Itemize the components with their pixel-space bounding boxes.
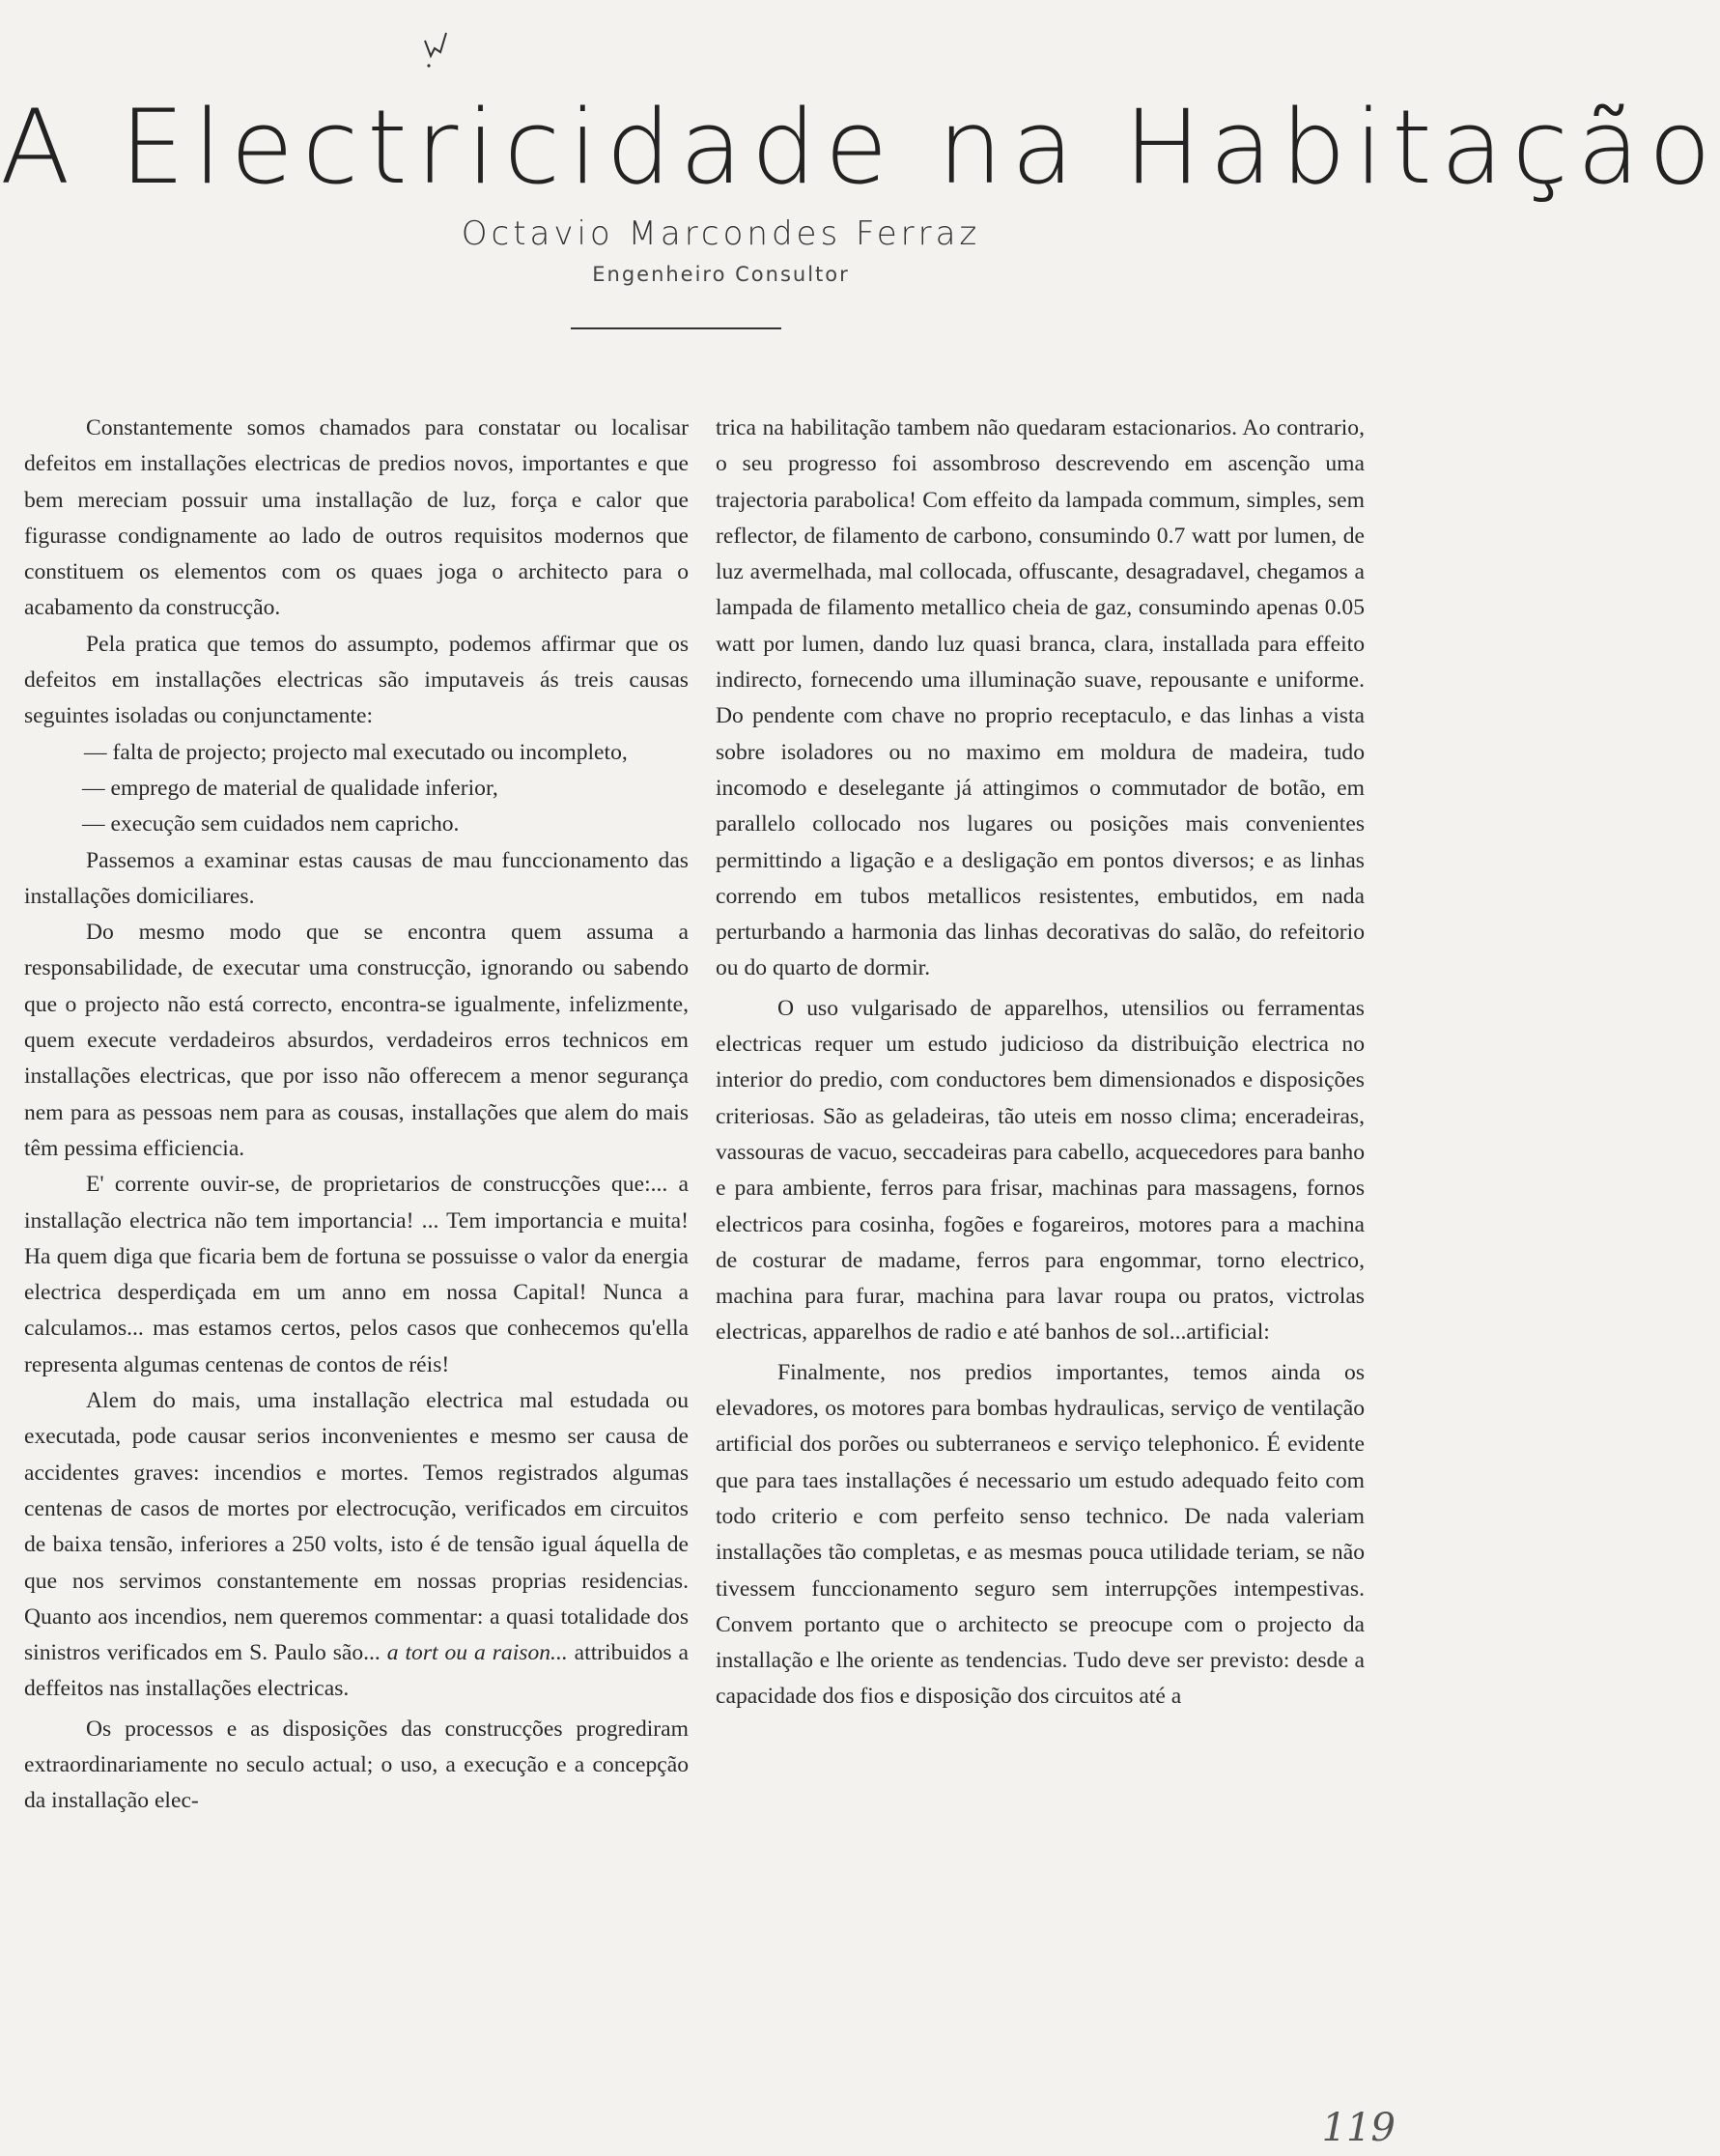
paragraph: E' corrente ouvir-se, de proprietarios de construcções que:... a installação electrica não tem importancia! ... Tem importancia e muita! Ha quem diga que ficaria bem de fortuna se possuisse o valor da energia electrica desperdiçada em um anno em nossa Capital! Nunca a calculamos... mas estamos certos, pelos casos que conhecemos qu'ella representa algumas centenas de contos de réis!	[24, 1172, 689, 1377]
author-name: Octavio Marcondes Ferraz	[461, 214, 981, 253]
list-item: — falta de projecto; projecto mal executado ou incompleto,	[84, 739, 628, 765]
paragraph	[24, 1383, 689, 1708]
paragraph: Do mesmo modo que se encontra quem assuma a responsabilidade, de executar uma construcção, ignorando ou sabendo que o projecto não está correcto, encontra-se igualmente, infelizmente, quem execute verdadeiros absurdos, verdadeiros erros technicos em installações electricas, que por isso não offerecem a menor segurança nem para as pessoas nem para as cousas, installações que alem do mais têm pessima efficiencia.	[24, 920, 689, 1161]
paragraph: Finalmente, nos predios importantes, temos ainda os elevadores, os motores para bombas hydraulicas, serviço de ventilação artificial dos porões ou subterraneos e serviço telephonico. É evidente que para taes installações é necessario um estudo adequado feito com todo criterio e com perfeito senso technico. De nada valeriam installações tão completas, e as mesmas pouca utilidade teriam, se não tivessem funccionamento seguro sem interrupções intempestivas. Convem portanto que o architecto se preocupe com o projecto da installação e lhe oriente as tendencias. Tudo deve ser previsto: desde a capacidade dos fios e disposição dos circuitos até a	[716, 1359, 1365, 1710]
paragraph-text: attribuidos a deffeitos nas installações electricas.	[24, 1640, 689, 1702]
article-title: A Electricidade na Habitação	[0, 88, 1720, 207]
page-number: 119	[1321, 2106, 1396, 2150]
list-item: — execução sem cuidados nem capricho.	[82, 811, 460, 837]
paragraph-text: Alem do mais, uma installação electrica mal estudada ou executada, pode causar serios inconvenientes e mesmo ser causa de accidentes graves: incendios e mortes. Temos registrados algumas centenas de casos de mortes por electrocução, verificados em circuitos de baixa tensão, inferiores a 250 volts, isto é de tensão igual áquella de que nos servimos constantemente em nossas proprias residencias. Quanto aos incendios, nem queremos commentar: a quasi totalidade dos sinistros verificados em S. Paulo são...	[24, 1388, 689, 1666]
italic-phrase: a tort ou a raison...	[386, 1640, 568, 1666]
list-item: — emprego de material de qualidade inferior,	[82, 775, 498, 801]
paragraph: Pela pratica que temos do assumpto, podemos affirmar que os defeitos em installações electricas são imputaveis ás treis causas seguintes isoladas ou conjunctamente:	[24, 631, 689, 729]
left-column	[24, 411, 689, 1820]
paragraph: O uso vulgarisado de apparelhos, utensilios ou ferramentas electricas requer um estudo judicioso da distribuição electrica no interior do predio, com conductores bem dimensionados e disposições criteriosas. São as geladeiras, tão uteis em nosso clima; enceradeiras, vassouras de vacuo, seccadeiras para cabello, acquecedores para banho e para ambiente, ferros para frisar, machinas para massagens, fornos electricos para cosinha, fogões e fogareiros, motores para a machina de costurar de madame, ferros para engommar, torno electrico, machina para furar, machina para lavar roupa ou pratos, victrolas electricas, apparelhos de radio e até banhos de sol...artificial:	[716, 995, 1365, 1346]
paragraph: trica na habilitação tambem não quedaram estacionarios. Ao contrario, o seu progresso foi assombroso descrevendo em ascenção uma trajectoria parabolica! Com effeito da lampada commum, simples, sem reflector, de filamento de carbono, consumindo 0.7 watt por lumen, de luz avermelhada, mal collocada, offuscante, desagradavel, chegamos a lampada de filamento metallico cheia de gaz, consumindo apenas 0.05 watt por lumen, dando luz quasi branca, clara, installada para effeito indirecto, fornecendo uma illuminação suave, repousante e uniforme. Do pendente com chave no proprio receptaculo, e das linhas a vista sobre isoladores ou no maximo em moldura de madeira, tudo incomodo e deselegante já attingimos o commutador de botão, em parallelo collocado nos lugares ou posições mais convenientes permittindo a ligação e a desligação em pontos diversos; e as linhas correndo em tubos metallicos resistentes, embutidos, em nada perturbando a harmonia das linhas decorativas do salão, do refeitorio ou do quarto de dormir.	[716, 415, 1365, 981]
ink-mark	[417, 27, 456, 75]
paragraph: Constantemente somos chamados para constatar ou localisar defeitos em installações electricas de predios novos, importantes e que bem mereciam possuir uma installação de luz, força e calor que figurasse condignamente ao lado de outros requisitos modernos que constituem os elementos com os quaes joga o architecto para o acabamento da construcção.	[24, 415, 689, 621]
paragraph: Passemos a examinar estas causas de mau funccionamento das installações domiciliares.	[24, 847, 689, 909]
paragraph: Os processos e as disposições das construcções progrediram extraordinariamente no seculo actual; o uso, a execução e a concepção da installação elec-	[24, 1716, 689, 1814]
author-role: Engenheiro Consultor	[592, 263, 850, 286]
right-column	[716, 411, 1365, 1716]
title-divider	[571, 327, 781, 329]
